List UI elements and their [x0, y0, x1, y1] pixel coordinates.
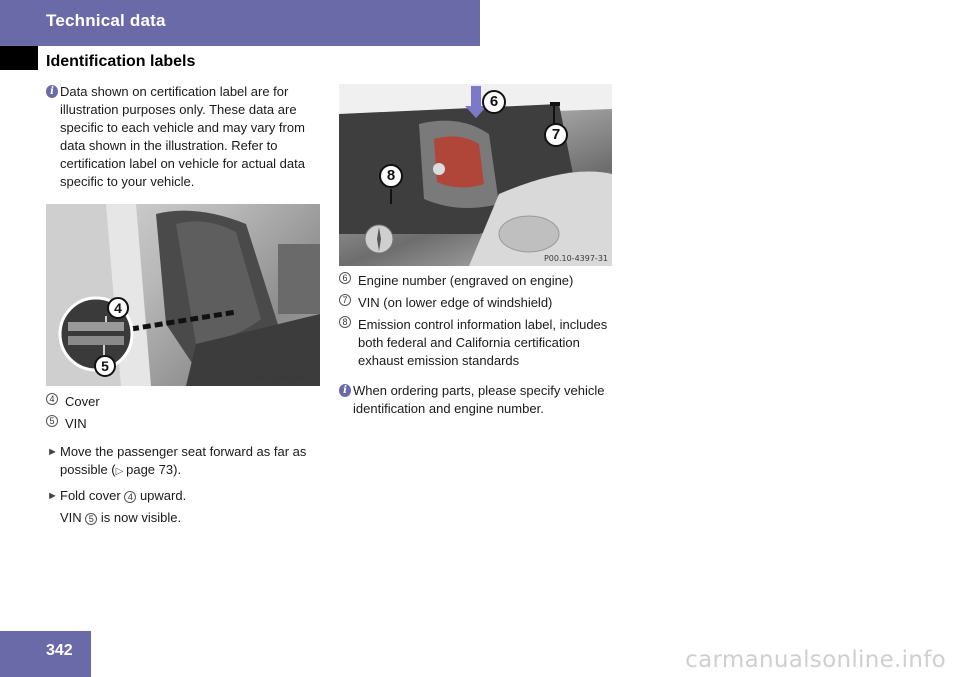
section-title: Identification labels — [46, 53, 196, 70]
image-code-right: P00.10-4397-31 — [543, 254, 608, 263]
legend-label: VIN — [65, 416, 87, 431]
info-note-ordering — [339, 382, 621, 418]
callout-4: 4 — [107, 297, 129, 319]
info-note-certification — [46, 83, 326, 191]
callout-5: 5 — [94, 355, 116, 377]
legend-label: Cover — [65, 394, 100, 409]
callout-7: 7 — [544, 123, 568, 147]
legend-label: Emission control information label, includes both federal and California certification exhaust emission standards — [358, 317, 608, 368]
page-number: 342 — [46, 642, 73, 659]
left-column — [46, 83, 326, 191]
legend-item — [46, 415, 326, 433]
legend-number: 6 — [339, 272, 351, 284]
arrow-right-icon: ► — [47, 446, 58, 458]
step-suffix: ). — [173, 462, 182, 477]
legend-item — [339, 294, 621, 312]
step-text: Fold cover — [60, 488, 121, 503]
step-move-seat — [46, 443, 326, 481]
callout-6: 6 — [482, 90, 506, 114]
legend-label: Engine number (engraved on engine) — [358, 273, 574, 288]
seat-illustration — [46, 204, 320, 386]
step-fold-cover — [46, 487, 326, 505]
info-note-text: Data shown on certification label are for illustration purposes only. These data are specific to each vehicle and may vary from data shown in the illustration. Refer to certification label on vehicle for actual data specific to your vehicle. — [60, 84, 305, 189]
legend-item — [339, 272, 621, 290]
legend-item — [46, 393, 326, 411]
seat-vin-photo — [46, 204, 320, 386]
page-reference-link[interactable]: page 73 — [126, 462, 174, 477]
legend-number: 8 — [339, 316, 351, 328]
info-icon: i — [339, 384, 351, 397]
ref-number: 4 — [124, 491, 136, 503]
watermark: carmanualsonline.info — [685, 647, 946, 673]
step-text: upward. — [139, 488, 187, 503]
right-column — [339, 272, 621, 418]
page-arrow-icon: ▷ — [115, 466, 127, 477]
legend-item — [339, 316, 621, 370]
arrow-right-icon: ► — [47, 490, 58, 502]
legend-number: 5 — [46, 415, 58, 427]
info-note-text: When ordering parts, please specify vehicle identification and engine number. — [353, 383, 605, 416]
ref-number: 5 — [85, 513, 97, 525]
header-title: Technical data — [46, 11, 166, 30]
left-legend — [46, 393, 326, 527]
step-text: Move the passenger seat forward as far as possible ( — [60, 444, 307, 477]
engine-bay-photo — [339, 84, 612, 266]
image-code-left: P00.10-4398-31 — [251, 374, 316, 383]
legend-label: VIN (on lower edge of windshield) — [358, 295, 553, 310]
result-before: VIN — [60, 510, 82, 525]
result-text — [46, 509, 326, 527]
info-icon: i — [46, 85, 58, 98]
result-after: is now visible. — [100, 510, 182, 525]
legend-number: 7 — [339, 294, 351, 306]
callout-8: 8 — [379, 164, 403, 188]
section-marker — [0, 46, 38, 70]
legend-number: 4 — [46, 393, 58, 405]
